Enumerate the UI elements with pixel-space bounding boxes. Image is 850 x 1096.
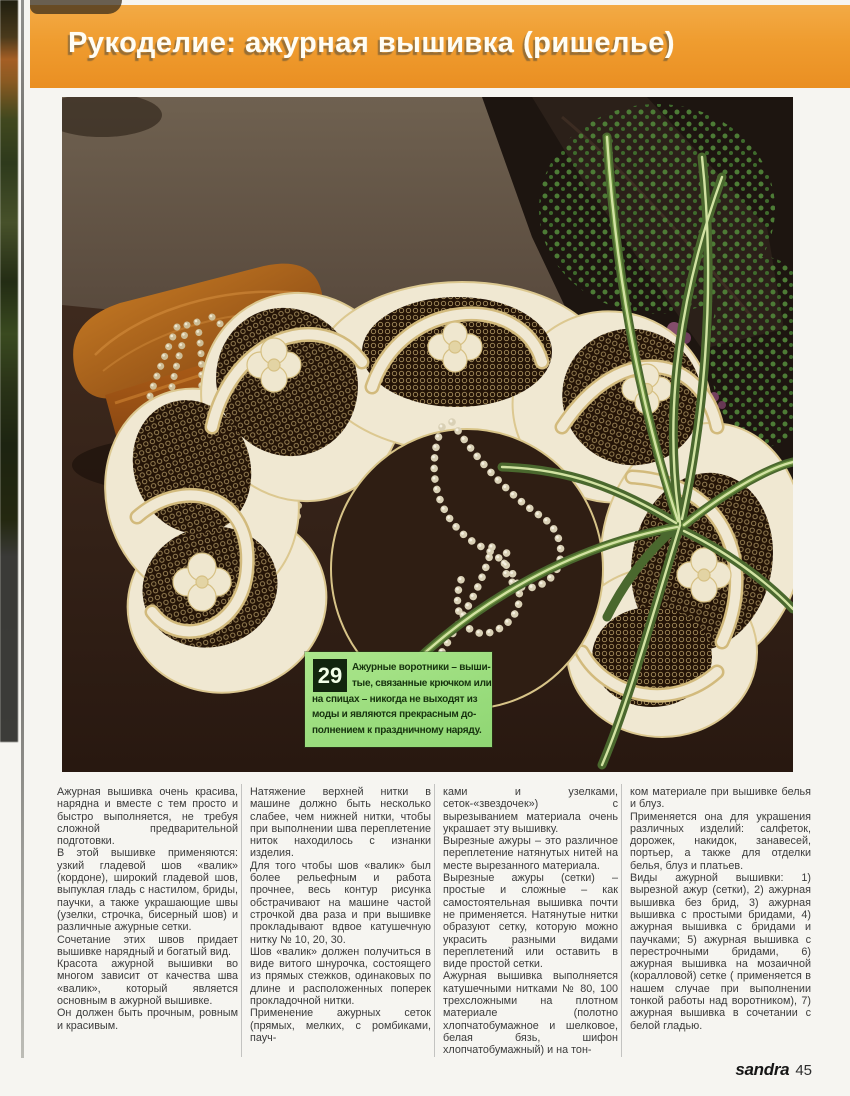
- paragraph: В этой вышивке применяются: узкий гладевой шов «валик» (кордоне), широкий гладевой шов, выпуклая гладь с настилом, бриды, паучки, а также украшающие швы (узелки, строчка, бисерный шов) и различные ажурные сетки.: [57, 847, 238, 934]
- page-fold-line: [21, 0, 24, 1058]
- photo-lace-collars: [62, 97, 793, 772]
- paragraph: Вырезные ажуры (сетки) – простые и сложные – как самостоятельная вышивка почти не применяется. Натянутые нитки образуют сетку, которую можно украсить разными видами переплетений или оставить в виде простой сетки.: [443, 872, 618, 971]
- text-column-2: [250, 786, 431, 1044]
- paragraph: Применяется она для украшения различных изделий: салфеток, дорожек, накидок, занавесей, портьер, а также для отделки белья, блуз и платьев.: [630, 810, 811, 872]
- caption-line: тые, связанные крючком или: [352, 677, 492, 689]
- caption-line: моды и являются прекрасным до-: [312, 709, 477, 721]
- header-band: [30, 5, 850, 88]
- caption-line: на спицах – никогда не выходят из: [312, 693, 478, 705]
- paragraph: Ажурная вышивка очень красива, нарядна и вместе с тем просто и быстро выполняется, не требуя сложной предварительной подготовки.: [57, 786, 238, 848]
- paragraph: ком материале при вышивке белья и блуз.: [630, 786, 811, 811]
- text-column-1: [57, 786, 238, 1032]
- paragraph: Шов «валик» должен получиться в виде витого шнурочка, состоящего из прямых стежков, одинаковых по длине и расположенных поперек прокладочной нитки.: [250, 945, 431, 1008]
- caption-number-badge: 29: [313, 659, 347, 692]
- caption-text: [305, 660, 492, 739]
- column-divider: [434, 784, 435, 1057]
- paragraph: Для того чтобы шов «валик» был более рельефным и работа прочнее, весь контур рисунка обстрачивают на машине частой строчкой два раза и при вышивке прокладывают вдвое катушечную нитку № 10, 20, 30.: [250, 859, 431, 946]
- magazine-logo: sandra: [735, 1060, 790, 1079]
- column-divider: [621, 784, 622, 1057]
- paragraph: Применение ажурных сеток (прямых, мелких, с ромбиками, пауч-: [250, 1007, 431, 1044]
- paragraph: ками и узелками, сеток-«звездочек») с вырезыванием материала очень украшает эту вышивку.: [443, 786, 618, 835]
- paragraph: Ажурная вышивка выполняется катушечными нитками № 80, 100 трехсложными на плотном материале (полотно хлопчатобумажное и шелковое, белая бязь, шифон хлопчатобумажный) и на тон-: [443, 970, 618, 1057]
- scan-smudge: [30, 0, 122, 14]
- adjacent-page-edge: [0, 0, 18, 742]
- text-column-4: [630, 786, 811, 1032]
- paragraph: Натяжение верхней нитки в машине должно быть несколько слабее, чем нижней нитки, чтобы при выполнении шва переплетение ниток находилось с изнанки изделия.: [250, 786, 431, 860]
- page-footer: [700, 1060, 812, 1080]
- page-title: Рукоделие: ажурная вышивка (ришелье): [68, 27, 675, 59]
- paragraph: Виды ажурной вышивки: 1) вырезной ажур (сетки), 2) ажурная вышивка без брид, 3) ажурная вышивка с простыми бридами, 4) ажурная вышивка с бридами и паучками; 5) ажурная вышивка с перестрочными бридами, 6) ажурная вышивка на мозаичной (коралловой) сетке ( применяется в нашем случае при выполнении тонкой работы над воротником), 7) ажурная вышивка в сочетании с белой гладью.: [630, 872, 811, 1032]
- photo-caption-box: [305, 652, 492, 747]
- caption-line: полнением к праздничному наряду.: [312, 725, 482, 737]
- caption-line: Ажурные воротники – выши-: [352, 662, 491, 673]
- paragraph: Он должен быть прочным, ровным и красивым.: [57, 1007, 238, 1032]
- paragraph: Сочетание этих швов придает вышивке нарядный и богатый вид.: [57, 933, 238, 958]
- column-divider: [241, 784, 242, 1057]
- paragraph: Красота ажурной вышивки во многом зависит от качества шва «валик», который является основным в ажурной вышивке.: [57, 958, 238, 1008]
- paragraph: Вырезные ажуры – это различное переплетение натянутых нитей на месте вырезанного материала.: [443, 835, 618, 872]
- text-column-3: [443, 786, 618, 1057]
- page-number: 45: [795, 1062, 812, 1079]
